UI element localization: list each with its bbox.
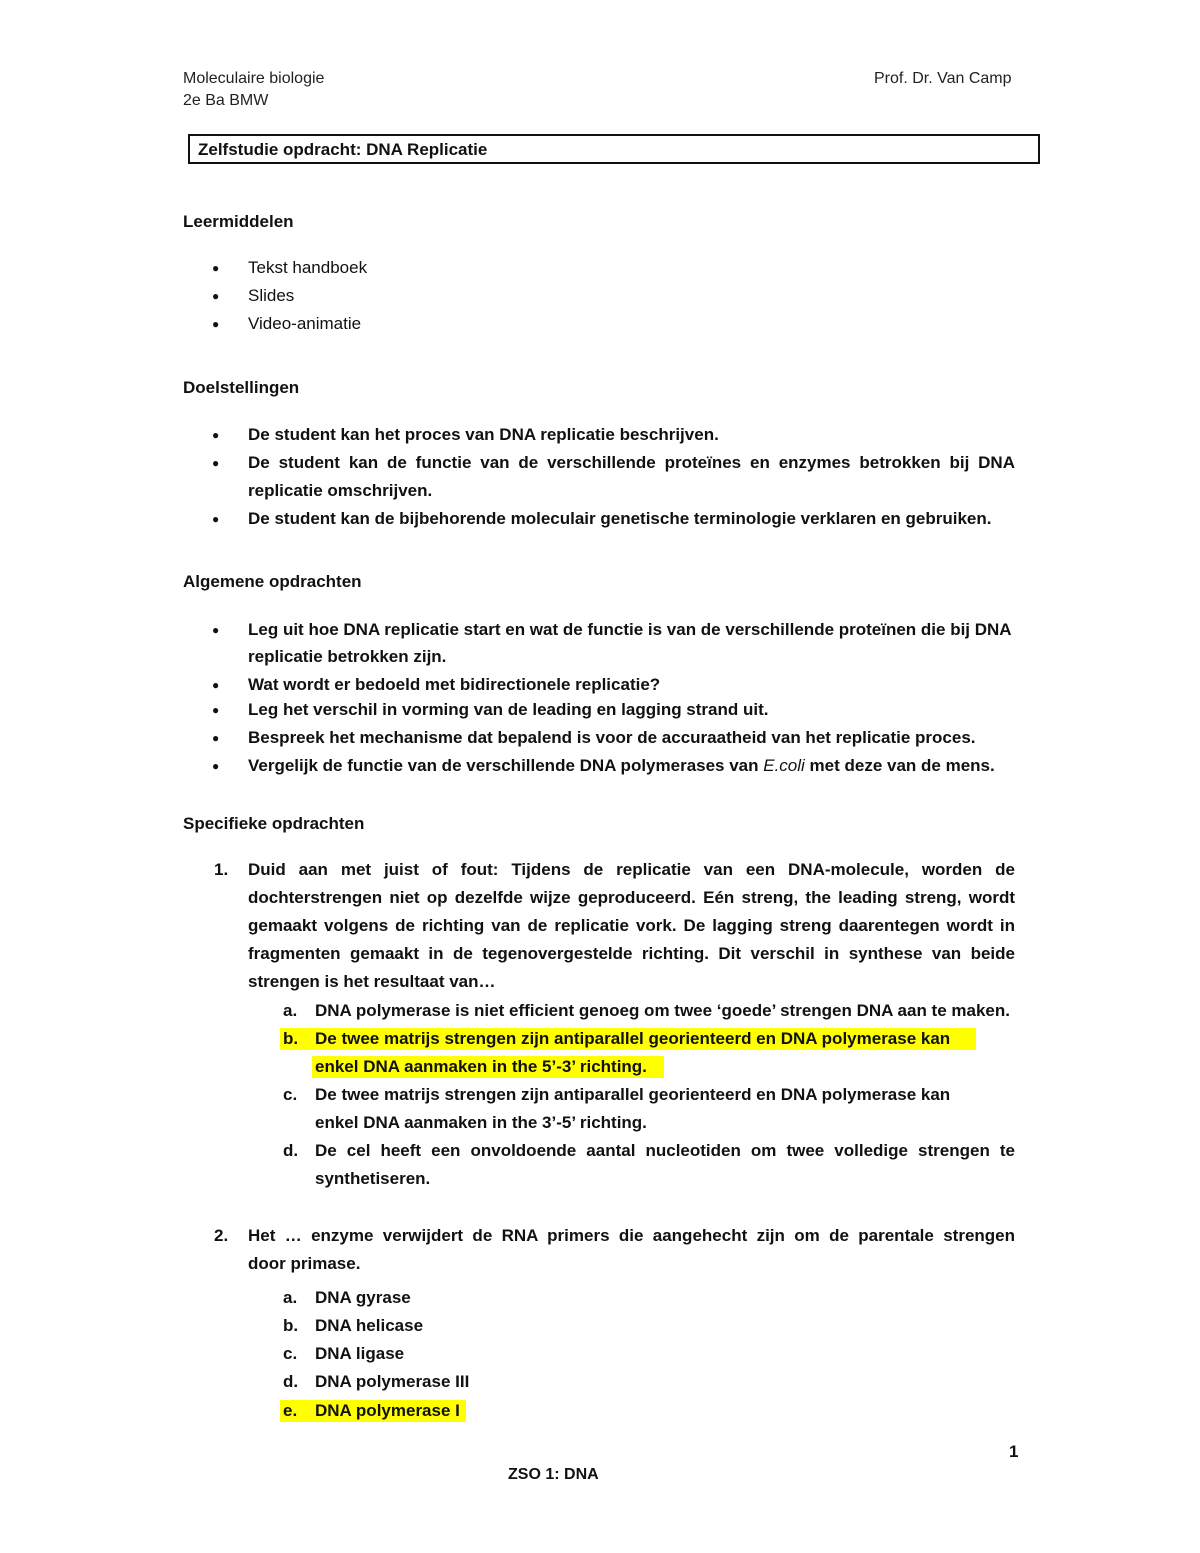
question-number: 2.: [214, 1226, 229, 1245]
list-item: Leg uit hoe DNA replicatie start en wat de functie is van de verschillende proteïnen die bij DNA: [248, 620, 1012, 639]
list-item: Video-animatie: [248, 314, 362, 333]
list-item: Bespreek het mechanisme dat bepalend is voor de accuraatheid van het replicatie proces.: [248, 728, 976, 747]
question-line: Duid aan met juist of fout: Tijdens de replicatie van een DNA-molecule, worden de: [248, 860, 1015, 879]
list-item: Wat wordt er bedoeld met bidirectionele replicatie?: [248, 675, 661, 694]
option-text-correct: De twee matrijs strengen zijn antiparallel georienteerd en DNA polymerase kan: [315, 1029, 951, 1048]
bullet-icon: ●: [212, 731, 220, 745]
page-number: 1: [1009, 1442, 1019, 1461]
option-text: De cel heeft een onvoldoende aantal nucleotiden om twee volledige strengen te: [315, 1141, 1015, 1160]
option-letter: a.: [283, 1288, 298, 1307]
option-text: DNA polymerase III: [315, 1372, 470, 1391]
list-item: De student kan het proces van DNA replicatie beschrijven.: [248, 425, 719, 444]
list-item: Slides: [248, 286, 295, 305]
option-text: enkel DNA aanmaken in the 3’-5’ richting.: [315, 1113, 647, 1132]
footer-label: ZSO 1: DNA: [508, 1466, 599, 1483]
question-number: 1.: [214, 860, 229, 879]
option-text: synthetiseren.: [315, 1169, 431, 1188]
header-program: 2e Ba BMW: [183, 92, 269, 109]
bullet-icon: ●: [212, 317, 220, 331]
list-item: De student kan de functie van de verschillende proteïnes en enzymes betrokken bij DNA: [248, 453, 1015, 472]
section-heading-algemene: Algemene opdrachten: [183, 572, 362, 591]
option-text: De twee matrijs strengen zijn antiparallel georienteerd en DNA polymerase kan: [315, 1085, 951, 1104]
document-title: Zelfstudie opdracht: DNA Replicatie: [188, 134, 1040, 164]
option-letter: c.: [283, 1085, 298, 1104]
list-item: Leg het verschil in vorming van de leading en lagging strand uit.: [248, 700, 769, 719]
question-line: fragmenten gemaakt in de tegenovergestelde richting. Dit verschil in synthese van beide: [248, 944, 1015, 963]
question-line: strengen is het resultaat van…: [248, 972, 496, 991]
bullet-icon: ●: [212, 623, 220, 637]
section-heading-doelstellingen: Doelstellingen: [183, 378, 300, 397]
header-professor: Prof. Dr. Van Camp: [874, 70, 1012, 87]
option-letter: b.: [283, 1029, 299, 1048]
list-item: Tekst handboek: [248, 258, 368, 277]
bullet-icon: ●: [212, 289, 220, 303]
list-item-continuation: replicatie betrokken zijn.: [248, 647, 447, 666]
list-item: [248, 756, 995, 776]
question-line: Het … enzyme verwijdert de RNA primers die aangehecht zijn om de parentale strengen: [248, 1226, 1015, 1245]
option-letter: d.: [283, 1372, 299, 1391]
option-text: DNA ligase: [315, 1344, 405, 1363]
section-heading-specifieke: Specifieke opdrachten: [183, 814, 365, 833]
option-text-correct: enkel DNA aanmaken in the 5’-3’ richting.: [315, 1057, 647, 1076]
list-item-text: Vergelijk de functie van de verschillende DNA polymerases van: [248, 756, 764, 775]
bullet-icon: ●: [212, 678, 220, 692]
option-letter: a.: [283, 1001, 298, 1020]
option-text: DNA gyrase: [315, 1288, 411, 1307]
question-line: gemaakt volgens de richting van de replicatie vork. De lagging streng daarentegen wordt in: [248, 916, 1015, 935]
option-letter: e.: [283, 1401, 298, 1420]
list-item-continuation: replicatie omschrijven.: [248, 481, 433, 500]
bullet-icon: ●: [212, 261, 220, 275]
bullet-icon: ●: [212, 512, 220, 526]
organism-name: E.coli: [763, 756, 805, 775]
question-line: dochterstrengen niet op dezelfde wijze geproduceerd. Eén streng, the leading streng, wordt: [248, 888, 1015, 907]
section-heading-leermiddelen: Leermiddelen: [183, 212, 294, 231]
list-item-text: met deze van de mens.: [804, 756, 995, 775]
option-text-correct: DNA polymerase I: [315, 1401, 460, 1420]
option-text: DNA polymerase is niet efficient genoeg om twee ‘goede’ strengen DNA aan te maken.: [315, 1001, 1010, 1020]
option-letter: d.: [283, 1141, 299, 1160]
question-line: door primase.: [248, 1254, 361, 1273]
option-letter: c.: [283, 1344, 298, 1363]
list-item: De student kan de bijbehorende moleculair genetische terminologie verklaren en gebruiken.: [248, 509, 992, 528]
bullet-icon: ●: [212, 703, 220, 717]
header-course: Moleculaire biologie: [183, 70, 325, 87]
option-text: DNA helicase: [315, 1316, 424, 1335]
bullet-icon: ●: [212, 428, 220, 442]
bullet-icon: ●: [212, 456, 220, 470]
option-letter: b.: [283, 1316, 299, 1335]
bullet-icon: ●: [212, 759, 220, 773]
